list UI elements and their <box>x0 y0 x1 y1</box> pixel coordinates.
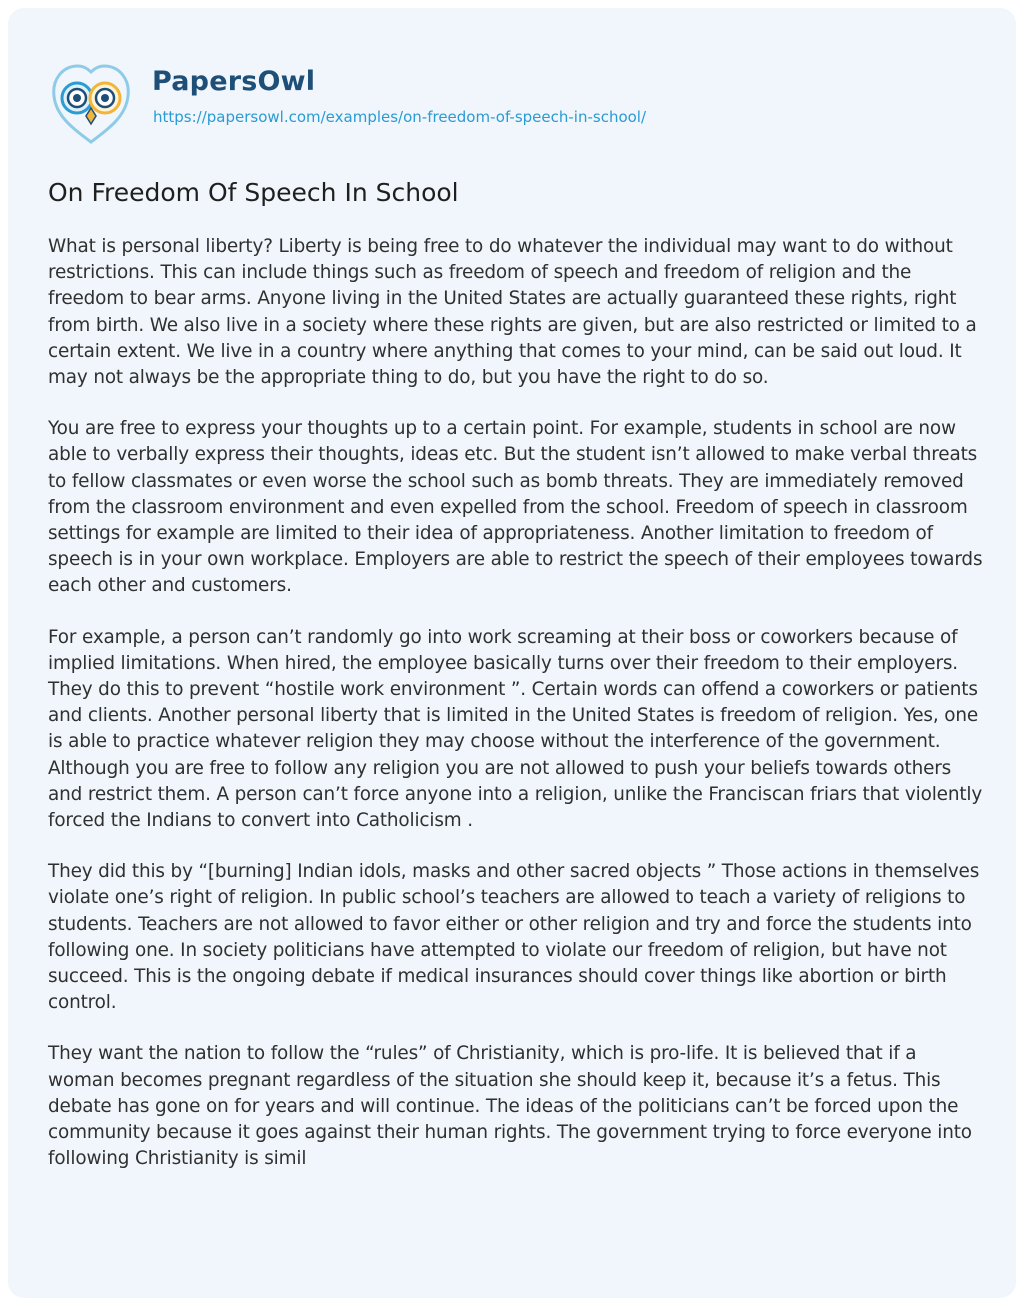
article-body <box>48 234 988 1198</box>
paragraph: They want the nation to follow the “rules” of Christianity, which is pro-life. It is believed that if a woman becomes pregnant regardless of the situation she should keep it, because it’s a fetus. This debate has gone on for years and will continue. The ideas of the politicians can’t be forced upon the community because it goes against their human rights. The government trying to force everyone into following Christianity is simil <box>48 1043 972 1170</box>
owl-logo-icon[interactable] <box>48 60 134 146</box>
paragraph: You are free to express your thoughts up to a certain point. For example, students in school are now able to verbally express their thoughts, ideas etc. But the student isn’t allowed to make verbal threats to fellow classmates or even worse the school such as bomb threats. They are immediately removed from the classroom environment and even expelled from the school. Freedom of speech in classroom settings for example are limited to their idea of appropriateness. Another limitation to freedom of speech is in your own workplace. Employers are able to restrict the speech of their employees towards each other and customers. <box>48 418 983 597</box>
source-url-link[interactable]: https://papersowl.com/examples/on-freedom-of-speech-in-school/ <box>153 108 647 126</box>
page-title: On Freedom Of Speech In School <box>48 178 459 207</box>
document-page <box>8 8 1016 1298</box>
paragraph: What is personal liberty? Liberty is being free to do whatever the individual may want to do without restrictions. This can include things such as freedom of speech and freedom of religion and the freedom to bear arms. Anyone living in the United States are actually guaranteed these rights, right from birth. We also live in a society where these rights are given, but are also restricted or limited to a certain extent. We live in a country where anything that comes to your mind, can be said out loud. It may not always be the appropriate thing to do, but you have the right to do so. <box>48 236 977 389</box>
brand-name[interactable]: PapersOwl <box>152 66 316 97</box>
paragraph: For example, a person can’t randomly go into work screaming at their boss or coworkers because of implied limitations. When hired, the employee basically turns over their freedom to their employers. They do this to prevent “hostile work environment ”. Certain words can offend a coworkers or patients and clients. Another personal liberty that is limited in the United States is freedom of religion. Yes, one is able to practice whatever religion they may choose without the interference of the government. Although you are free to follow any religion you are not allowed to push your beliefs towards others and restrict them. A person can’t force anyone into a religion, unlike the Franciscan friars that violently forced the Indians to convert into Catholicism . <box>48 626 983 832</box>
paragraph: They did this by “[burning] Indian idols, masks and other sacred objects ” Those actions in themselves violate one’s right of religion. In public school’s teachers are allowed to teach a variety of religions to students. Teachers are not allowed to favor either or other religion and try and force the students into following one. In society politicians have attempted to violate our freedom of religion, but have not succeed. This is the ongoing debate if medical insurances should cover things like abortion or birth control. <box>48 861 980 1014</box>
site-header <box>48 60 988 150</box>
